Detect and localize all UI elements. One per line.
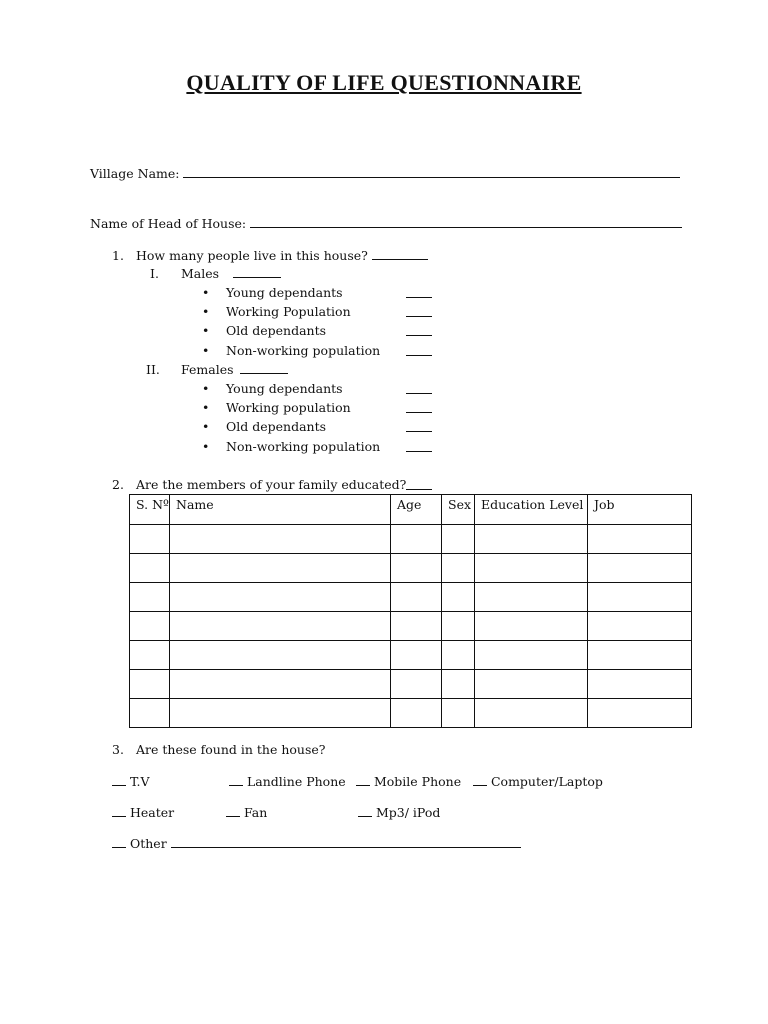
q3-text: Are these found in the house? (136, 742, 326, 757)
table-cell[interactable] (588, 670, 692, 699)
table-cell[interactable] (130, 612, 170, 641)
q3-number: 3. (112, 742, 124, 757)
table-cell[interactable] (588, 641, 692, 670)
bullet-icon: • (202, 419, 210, 434)
table-cell[interactable] (588, 612, 692, 641)
table-cell[interactable] (588, 525, 692, 554)
males-row (181, 266, 281, 281)
males-item: Old dependants (226, 323, 327, 338)
table-cell[interactable] (170, 670, 391, 699)
table-cell[interactable] (442, 699, 475, 728)
table-cell[interactable] (442, 525, 475, 554)
item-landline-label: Landline Phone (246, 774, 346, 789)
males-item-blank[interactable] (406, 287, 432, 298)
females-item-blank[interactable] (406, 383, 432, 394)
col-serial-number: S. Nº (130, 495, 170, 525)
checklist-blank[interactable] (226, 805, 240, 817)
females-label: Females (181, 362, 234, 377)
item-heater-label: Heater (129, 805, 175, 820)
q2-blank[interactable] (406, 479, 432, 490)
males-item-blank[interactable] (406, 345, 432, 356)
table-cell[interactable] (130, 525, 170, 554)
item-tv-label: T.V (129, 774, 150, 789)
table-cell[interactable] (170, 525, 391, 554)
males-item-blank[interactable] (406, 325, 432, 336)
females-item-blank[interactable] (406, 421, 432, 432)
table-cell[interactable] (391, 583, 442, 612)
table-row (130, 670, 692, 699)
q2-text: Are the members of your family educated? (136, 477, 407, 492)
table-cell[interactable] (170, 612, 391, 641)
col-job: Job (588, 495, 692, 525)
checklist-blank[interactable] (112, 774, 126, 786)
bullet-icon: • (202, 304, 210, 319)
table-cell[interactable] (442, 583, 475, 612)
table-cell[interactable] (130, 699, 170, 728)
bullet-icon: • (202, 400, 210, 415)
checklist-item-other[interactable] (112, 836, 521, 851)
table-cell[interactable] (130, 583, 170, 612)
table-cell[interactable] (475, 612, 588, 641)
village-name-field[interactable] (90, 166, 680, 181)
males-numeral: I. (150, 266, 159, 281)
checklist-item[interactable] (356, 774, 461, 789)
table-cell[interactable] (475, 699, 588, 728)
table-cell[interactable] (391, 612, 442, 641)
table-cell[interactable] (130, 670, 170, 699)
bullet-icon: • (202, 343, 210, 358)
bullet-icon: • (202, 439, 210, 454)
table-cell[interactable] (588, 583, 692, 612)
males-item: Young dependants (226, 285, 343, 300)
table-cell[interactable] (391, 525, 442, 554)
head-of-house-field[interactable] (90, 216, 682, 231)
table-cell[interactable] (130, 554, 170, 583)
females-item: Young dependants (226, 381, 343, 396)
table-cell[interactable] (588, 699, 692, 728)
females-item: Non-working population (226, 439, 381, 454)
table-row (130, 699, 692, 728)
village-name-blank[interactable] (183, 166, 680, 178)
q1-text: How many people live in this house? (136, 248, 368, 263)
bullet-icon: • (202, 381, 210, 396)
q2-number: 2. (112, 477, 124, 492)
checklist-blank[interactable] (229, 774, 243, 786)
males-item-blank[interactable] (406, 306, 432, 317)
col-name: Name (170, 495, 391, 525)
table-cell[interactable] (475, 525, 588, 554)
q1-number: 1. (112, 248, 124, 263)
table-cell[interactable] (170, 699, 391, 728)
head-of-house-label: Name of Head of House: (90, 216, 247, 231)
checklist-item[interactable] (226, 805, 267, 820)
village-name-label: Village Name: (90, 166, 180, 181)
females-item: Working population (226, 400, 351, 415)
page-title: QUALITY OF LIFE QUESTIONNAIRE (186, 70, 582, 95)
checklist-item[interactable] (112, 805, 174, 820)
males-blank[interactable] (233, 266, 281, 278)
table-cell[interactable] (588, 554, 692, 583)
table-cell[interactable] (391, 554, 442, 583)
checklist-blank[interactable] (473, 774, 487, 786)
females-item-blank[interactable] (406, 441, 432, 452)
table-cell[interactable] (391, 641, 442, 670)
table-cell[interactable] (442, 612, 475, 641)
other-blank[interactable] (171, 836, 521, 848)
table-cell[interactable] (391, 699, 442, 728)
females-row (181, 362, 288, 377)
table-cell[interactable] (475, 554, 588, 583)
education-table (129, 494, 692, 728)
item-other-label: Other (129, 836, 167, 851)
checklist-item[interactable] (112, 774, 150, 789)
item-mobile-label: Mobile Phone (373, 774, 462, 789)
table-row (130, 525, 692, 554)
table-cell[interactable] (391, 670, 442, 699)
table-row (130, 554, 692, 583)
item-computer-label: Computer/Laptop (490, 774, 603, 789)
checklist-item[interactable] (229, 774, 346, 789)
col-sex: Sex (442, 495, 475, 525)
checklist-blank[interactable] (356, 774, 370, 786)
table-row (130, 583, 692, 612)
q1-total-blank[interactable] (372, 248, 428, 260)
table-row (130, 612, 692, 641)
bullet-icon: • (202, 285, 210, 300)
bullet-icon: • (202, 323, 210, 338)
table-cell[interactable] (170, 554, 391, 583)
females-item: Old dependants (226, 419, 327, 434)
checklist-item[interactable] (358, 805, 440, 820)
checklist-blank[interactable] (112, 836, 126, 848)
table-cell[interactable] (442, 641, 475, 670)
table-cell[interactable] (442, 670, 475, 699)
males-item: Non-working population (226, 343, 381, 358)
col-age: Age (391, 495, 442, 525)
q1-question (136, 248, 428, 263)
table-cell[interactable] (475, 670, 588, 699)
males-label: Males (181, 266, 220, 281)
table-cell[interactable] (475, 583, 588, 612)
col-education-level: Education Level (475, 495, 588, 525)
table-cell[interactable] (170, 583, 391, 612)
table-cell[interactable] (170, 641, 391, 670)
head-of-house-blank[interactable] (250, 216, 682, 228)
males-item: Working Population (226, 304, 351, 319)
females-item-blank[interactable] (406, 402, 432, 413)
table-header-row (130, 495, 692, 525)
table-cell[interactable] (442, 554, 475, 583)
item-fan-label: Fan (243, 805, 268, 820)
table-cell[interactable] (475, 641, 588, 670)
table-cell[interactable] (130, 641, 170, 670)
checklist-blank[interactable] (358, 805, 372, 817)
table-row (130, 641, 692, 670)
females-numeral: II. (146, 362, 160, 377)
checklist-item[interactable] (473, 774, 603, 789)
checklist-blank[interactable] (112, 805, 126, 817)
item-mp3-label: Mp3/ iPod (375, 805, 441, 820)
females-blank[interactable] (240, 362, 288, 374)
